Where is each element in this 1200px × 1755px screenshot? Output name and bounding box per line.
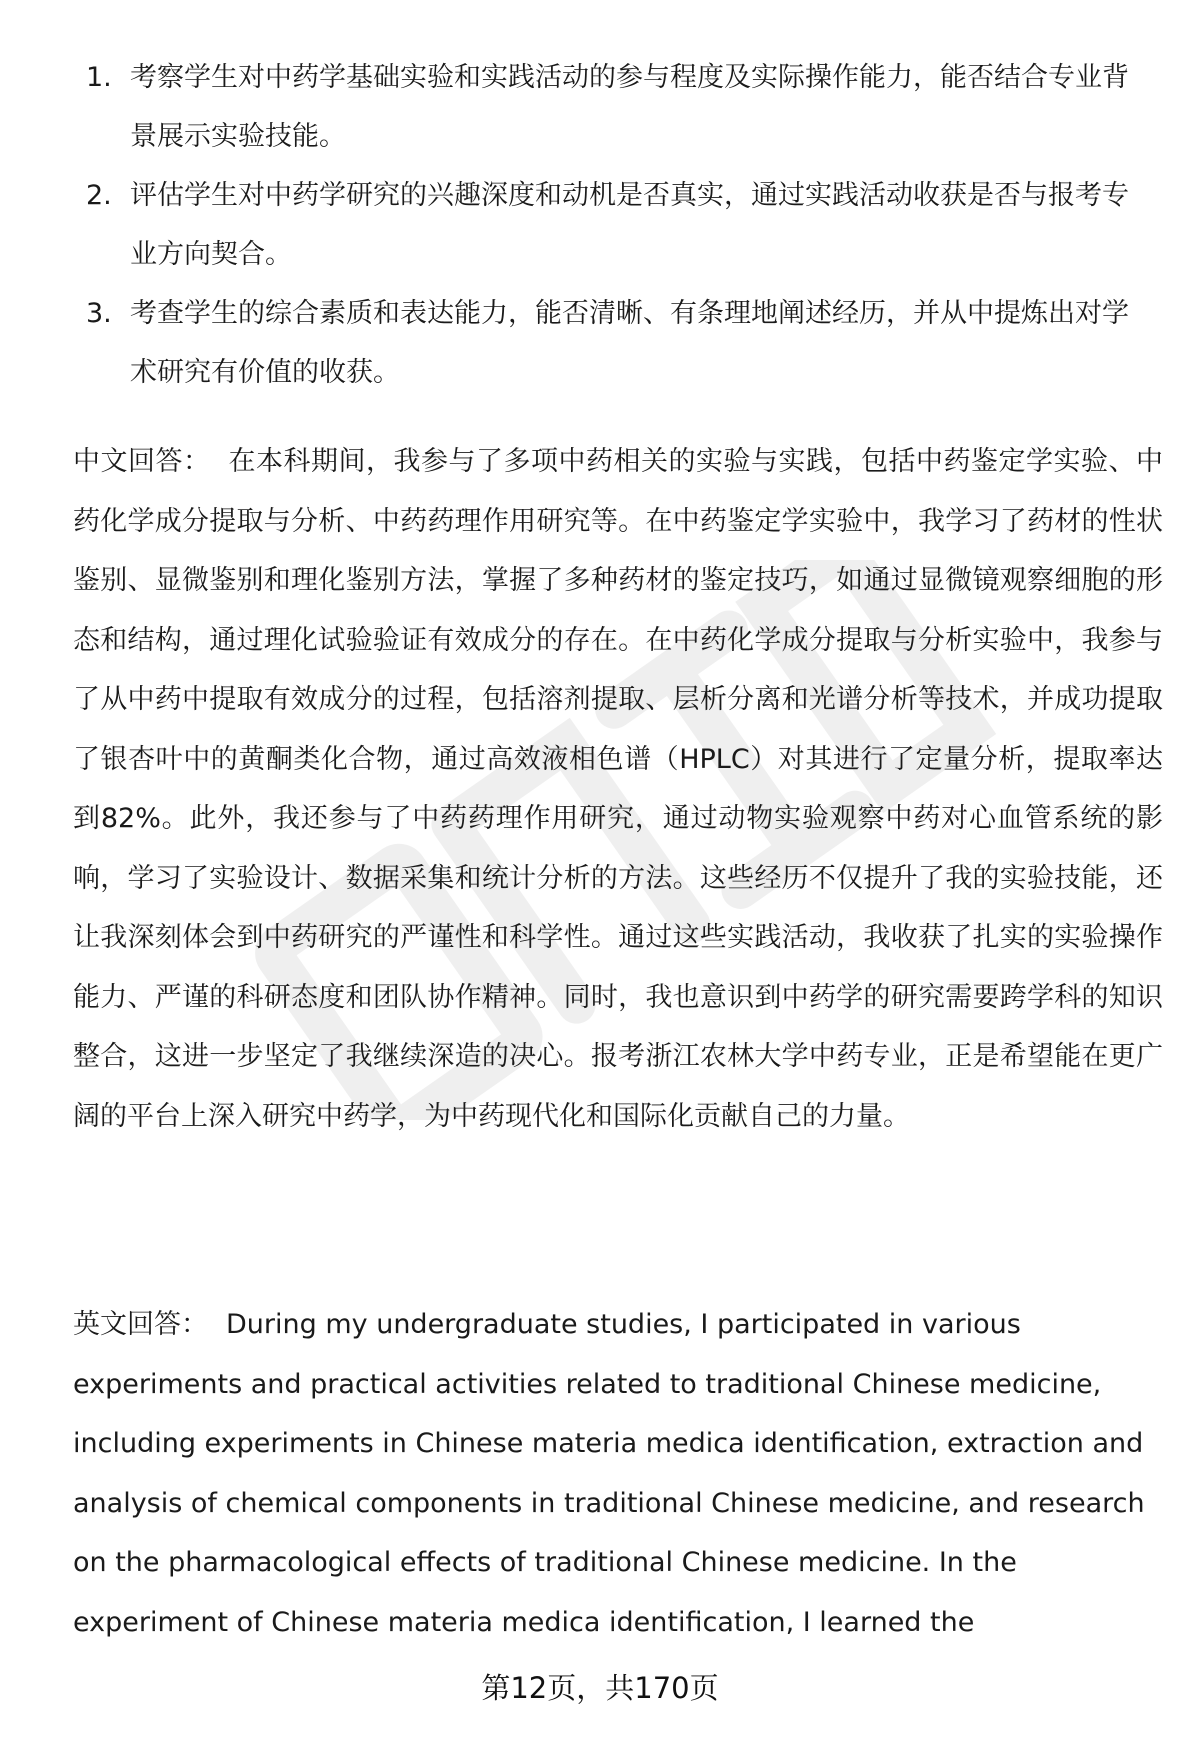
list-item [86,166,1146,284]
chinese-answer-text: 在本科期间，我参与了多项中药相关的实验与实践，包括中药鉴定学实验、中药化学成分提取与分析、中药药理作用研究等。在中药鉴定学实验中，我学习了药材的性状鉴别、显微鉴别和理化鉴别方法，掌握了多种药材的鉴定技巧，如通过显微镜观察细胞的形态和结构，通过理化试验验证有效成分的存在。在中药化学成分提取与分析实验中，我参与了从中药中提取有效成分的过程，包括溶剂提取、层析分离和光谱分析等技术，并成功提取了银杏叶中的黄酮类化合物，通过高效液相色谱（HPLC）对其进行了定量分析，提取率达到82%。此外，我还参与了中药药理作用研究，通过动物实验观察中药对心血管系统的影响，学习了实验设计、数据采集和统计分析的方法。这些经历不仅提升了我的实验技能，还让我深刻体会到中药研究的严谨性和科学性。通过这些实践活动，我收获了扎实的实验操作能力、严谨的科研态度和团队协作精神。同时，我也意识到中药学的研究需要跨学科的知识整合，这进一步坚定了我继续深造的决心。报考浙江农林大学中药专业，正是希望能在更广阔的平台上深入研究中药学，为中药现代化和国际化贡献自己的力量。 [73,446,1163,1132]
english-answer-paragraph [73,1295,1163,1653]
english-answer-text: During my undergraduate studies, I participated in various experiments and practical activities related to traditional Chinese medicine, including experiments in Chinese materia medica identification, extraction and analysis of chemical components in traditional Chinese medicine, and research on the pharmacological effects of traditional Chinese medicine. In the experiment of Chinese materia medica identification, I learned the [73,1309,1145,1638]
list-item [86,48,1146,166]
chinese-answer-paragraph [73,432,1163,1146]
page-number-footer: 第12页，共170页 [481,1671,719,1705]
list-text: 考查学生的综合素质和表达能力，能否清晰、有条理地阐述经历，并从中提炼出对学术研究有价值的收获。 [130,298,1129,388]
list-item [86,284,1146,402]
english-answer-label: 英文回答： [73,1309,208,1340]
list-number: 2. [86,180,112,211]
criteria-list [86,48,1146,402]
list-text: 评估学生对中药学研究的兴趣深度和动机是否真实，通过实践活动收获是否与报考专业方向契合。 [130,180,1129,270]
list-number: 1. [86,62,112,93]
list-number: 3. [86,298,112,329]
chinese-answer-label: 中文回答： [73,446,211,477]
list-text: 考察学生对中药学基础实验和实践活动的参与程度及实际操作能力，能否结合专业背景展示实验技能。 [130,62,1129,152]
